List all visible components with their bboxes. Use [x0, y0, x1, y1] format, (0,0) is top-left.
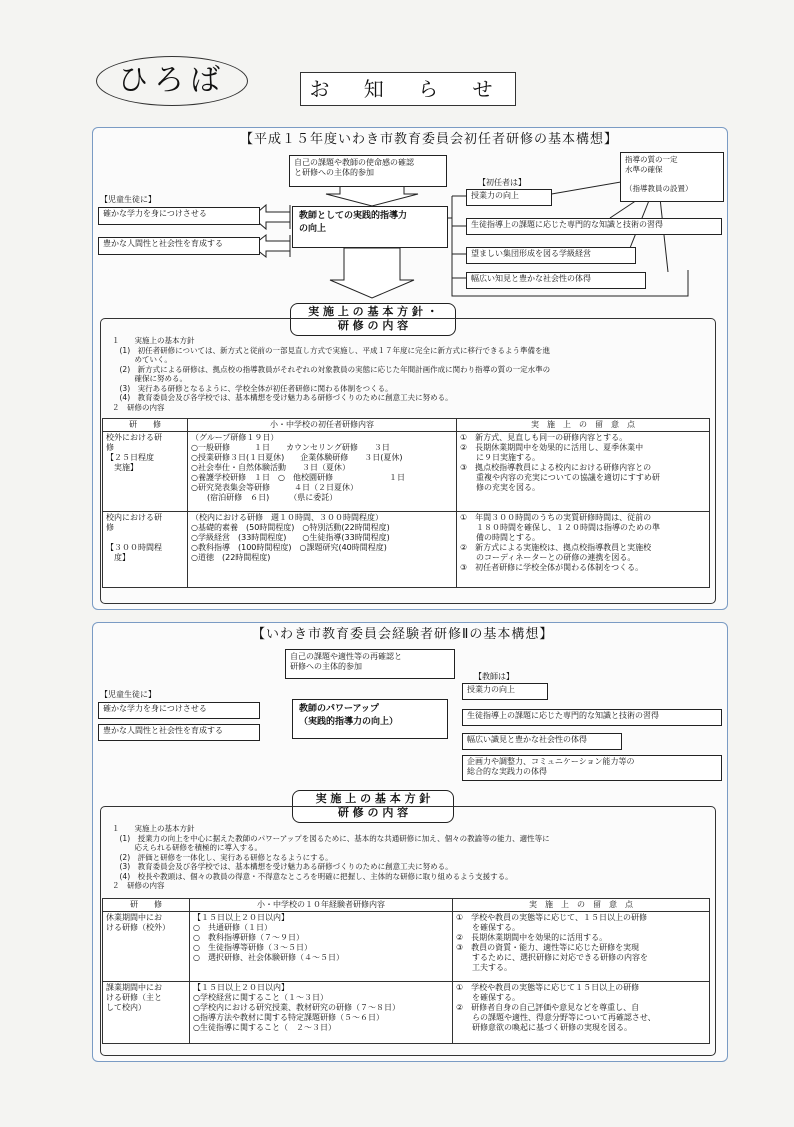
- s2-left-item-1: 豊かな人間性と社会性を育成する: [98, 724, 260, 741]
- table-cell: 休業期間中にお ける研修（校外）: [103, 912, 190, 982]
- s1-left-item-0: 確かな学力を身につけさせる: [98, 207, 260, 225]
- s2-right-item-0: 授業力の向上: [462, 683, 548, 700]
- table-header-row: [103, 419, 710, 432]
- s1-left-label: 【児童生徒に】: [100, 195, 156, 204]
- s2-right-label: 【教師は】: [474, 672, 514, 681]
- s2-right-item-3: 企画力や調整力、コミュニケーション能力等の 総合的な実践力の体得: [462, 755, 722, 781]
- table-row: [103, 432, 710, 512]
- table-cell: 【１５日以上２０日以内】 ○ 共通研修（１日） ○ 教科指導研修（７～９日） ○ 生徒指導等研修（３～５日） ○ 選択研修、社会体験研修（４～５日）: [190, 912, 453, 982]
- s1-table: [102, 418, 710, 588]
- section1-title: 【平成１５年度いわき市教育委員会初任者研修の基本構想】: [240, 132, 619, 147]
- s1-top-box: 自己の課題や教師の使命感の確認 と研修への主体的参加: [289, 155, 447, 187]
- table-cell: ① 学校や教員の実態等に応じて、１５日以上の研修 を確保する。 ② 長期休業期間中を効果的に活用する。 ③ 教員の資質・能力、適性等に応じた研修を実現 するために、選択研修に対応できる研修の内容を 工夫する。: [453, 912, 710, 982]
- s2-left-label: 【児童生徒に】: [100, 690, 156, 699]
- s1-right-item-3: 幅広い知見と豊かな社会性の体得: [466, 272, 646, 289]
- table-cell: ① 年間３００時間のうちの実質研修時間は、従前の １８０時間を確保し、１２０時間は指導のための準 備の時間とする。 ② 新方式による実施校は、拠点校指導教員と実施校 のコーディネーターとの研修の連携を図る。 ③ 初任者研修に学校全体が関わる体制をつくる。: [457, 512, 710, 588]
- s1-right-label: 【初任者は】: [478, 178, 526, 187]
- s1-policy-pill: 実 施 上 の 基 本 方 針 ・ 研 修 の 内 容: [290, 303, 456, 336]
- table-cell: ① 新方式、見直しも同一の研修内容とする。 ② 長期休業期間中を効果的に活用し、夏季休業中 に９日実施する。 ③ 拠点校指導教員による校内における研修内容との 重複や内容の充実についての協議を適切にすすめ研 修の充実を図る。: [457, 432, 710, 512]
- table-cell: 校内における研 修 【３００時間程 度】: [103, 512, 188, 588]
- oshirase-title: お 知 ら せ: [300, 72, 516, 106]
- table-row: [103, 982, 710, 1044]
- table-cell: （校内における研修 週１０時間、３００時間程度） ○基礎的素養 (50時間程度) ○特別活動(22時間程度) ○学級経営 (33時間程度) ○生徒指導(33時間程度) ○教科指導 (100時間程度) ○課題研究(40時間程度) ○道徳 (22時間程度): [188, 512, 457, 588]
- s1-right-item-1: 生徒指導上の課題に応じた専門的な知識と技術の習得: [466, 218, 722, 235]
- s1-right-item-2: 望ましい集団形成を図る学級経営: [466, 247, 636, 264]
- s2-policy-pill: 実 施 上 の 基 本 方 針 研 修 の 内 容: [292, 790, 454, 823]
- hiroba-title: ひろば: [96, 56, 248, 106]
- s2-top-box: 自己の課題や適性等の再確認と 研修への主体的参加: [285, 649, 455, 679]
- section2-title: 【いわき市教育委員会経験者研修Ⅱの基本構想】: [252, 627, 554, 642]
- s1-left-item-1: 豊かな人間性と社会性を育成する: [98, 237, 260, 255]
- table-cell: 【１５日以上２０日以内】 ○学校経営に関すること（１～３日） ○学校内における研究授業、教材研究の研修（７～８日） ○指導方法や教材に関する特定課題研修（５～６日） ○生徒指導に関すること（ ２～３日）: [190, 982, 453, 1044]
- table-cell: 校外における研 修 【２５日程度 実施】: [103, 432, 188, 512]
- table-header: 実 施 上 の 留 意 点: [453, 899, 710, 912]
- table-header: 小・中学校の初任者研修内容: [188, 419, 457, 432]
- table-row: [103, 912, 710, 982]
- s2-policy-text: １ 実施上の基本方針 (1) 授業力の向上を中心に据えた教師のパワーアップを図るために、基本的な共通研修に加え、個々の教諭等の能力、適性等に 応えられる研修を積極的に導入する。 (2) 評価と研修を一体化し、実行ある研修となるようにする。 (3) 教育委員会及び各学校では、基本構想を受け魅力ある研修づくりのために創意工夫に努める。 (4) 校長や教頭は、個々の教員の得意・不得意なところを明確に把握し、主体的な研修に取り組めるよう支援する。 ２ 研修の内容: [112, 824, 550, 890]
- table-header: 実 施 上 の 留 意 点: [457, 419, 710, 432]
- table-header: 小・中学校の１０年経験者研修内容: [190, 899, 453, 912]
- s1-center-box: 教師としての実践的指導力 の向上: [292, 206, 448, 248]
- s1-right-item-0: 授業力の向上: [466, 189, 552, 206]
- table-row: [103, 512, 710, 588]
- s2-center-box: 教師のパワーアップ （実践的指導力の向上）: [292, 699, 448, 739]
- s2-table: [102, 898, 710, 1044]
- s2-right-item-2: 幅広い識見と豊かな社会性の体得: [462, 733, 622, 750]
- table-cell: 課業期間中にお ける研修（主と して校内）: [103, 982, 190, 1044]
- table-header-row: [103, 899, 710, 912]
- table-header: 研 修: [103, 419, 188, 432]
- s2-right-item-1: 生徒指導上の課題に応じた専門的な知識と技術の習得: [462, 709, 722, 726]
- down-arrow: [330, 248, 414, 298]
- s2-left-item-0: 確かな学力を身につけさせる: [98, 702, 260, 719]
- table-cell: （グループ研修１９日） ○一般研修 １日 カウンセリング研修 ３日 ○授業研修３日(１日夏休) 企業体験研修 ３日(夏休) ○社会奉仕・自然体験活動 ３日（夏休） ○養護学校研修 １日 ○ 他校園研修 １日 ○研究発表集会等研修 ４日（２日夏休） (宿泊研修 ６日) （県に委託）: [188, 432, 457, 512]
- table-header: 研 修: [103, 899, 190, 912]
- s1-policy-text: １ 実施上の基本方針 (1) 初任者研修については、新方式と従前の一部見直し方式で実施し、平成１７年度に完全に新方式に移行できるよう準備を進 めていく。 (2) 新方式による研修は、拠点校の指導教員がそれぞれの対象教員の実態に応じた年間計画作成に関わり指導の質の一定水準の 確保に努める。 (3) 実行ある研修となるように、学校全体が初任者研修に関わる体制をつくる。 (4) 教育委員会及び各学校では、基本構想を受け魅力ある研修づくりのために創意工夫に努める。 ２ 研修の内容: [112, 336, 551, 412]
- down-arrow: [326, 186, 418, 206]
- s1-quality-box: 指導の質の一定 水準の確保 （指導教員の設置）: [620, 152, 724, 202]
- table-cell: ① 学校や教員の実態等に応じて１５日以上の研修 を確保する。 ② 研修者自身の自己評価や意見などを尊重し、自 らの課題や適性、得意分野等について再確認させ、 研修意欲の喚起に基づく研修の実現を図る。: [453, 982, 710, 1044]
